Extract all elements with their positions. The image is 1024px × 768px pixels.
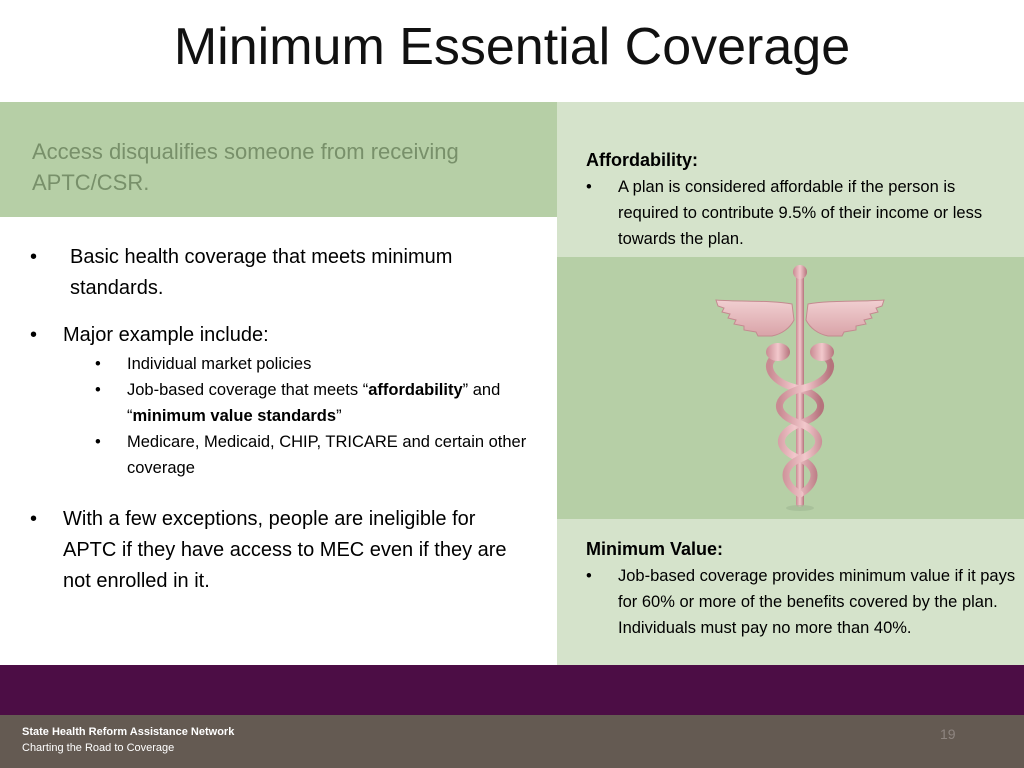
minimum-value-heading: Minimum Value: — [586, 539, 724, 559]
bullet-text: With a few exceptions, people are ineligible for APTC if they have access to MEC even if they are not enrolled in it. — [63, 508, 507, 592]
list-item — [95, 351, 545, 377]
list-item — [30, 320, 530, 351]
purple-band — [0, 665, 1024, 715]
minimum-value-block — [586, 537, 1016, 641]
footer-tagline: Charting the Road to Coverage — [22, 742, 175, 754]
text-fragment: Job-based coverage that meets “ — [127, 381, 369, 399]
footer — [0, 715, 1024, 768]
bullet-text: Basic health coverage that meets minimum standards. — [70, 246, 453, 299]
bold-term: affordability — [368, 381, 463, 399]
bullet-text: Medicare, Medicaid, CHIP, TRICARE and certain other coverage — [127, 433, 527, 477]
list-item — [95, 377, 545, 429]
page-number: 19 — [940, 726, 956, 742]
main-bullet-list — [30, 242, 530, 304]
affordability-block — [586, 148, 1016, 252]
main-bullet-list — [30, 504, 525, 597]
subtitle-text: Access disqualifies someone from receiving APTC/CSR. — [32, 139, 459, 195]
affordability-text: A plan is considered affordable if the person is required to contribute 9.5% of their income or less towards the plan. — [618, 178, 983, 248]
affordability-heading: Affordability: — [586, 150, 698, 170]
bullet-icon: • — [95, 355, 101, 373]
bullet-text — [127, 381, 500, 425]
bullet-icon: • — [95, 433, 101, 451]
footer-org: State Health Reform Assistance Network — [22, 726, 235, 738]
list-item — [586, 174, 1016, 252]
list-item — [586, 563, 1016, 641]
list-item — [95, 429, 545, 481]
bullet-icon: • — [30, 508, 38, 530]
text-fragment: ” — [336, 407, 342, 425]
bullet-icon: • — [95, 381, 101, 399]
caduceus-icon — [700, 262, 900, 532]
bullet-text: Major example include: — [63, 324, 269, 346]
bold-term: minimum value standards — [132, 407, 337, 425]
text-fragment: ” and “ — [127, 381, 501, 425]
bullet-icon: • — [30, 246, 38, 268]
bullet-icon: • — [586, 567, 592, 585]
sub-bullet-list — [95, 351, 545, 481]
bullet-text: Individual market policies — [127, 355, 312, 373]
bullet-icon: • — [30, 324, 38, 346]
minimum-value-text: Job-based coverage provides minimum value if it pays for 60% or more of the benefits covered by the plan. Individuals must pay no more than 40%. — [618, 567, 1016, 637]
bullet-icon: • — [586, 178, 592, 196]
list-item — [30, 242, 530, 304]
main-bullet-list — [30, 320, 530, 351]
list-item — [30, 504, 525, 597]
slide-title: Minimum Essential Coverage — [173, 18, 851, 76]
